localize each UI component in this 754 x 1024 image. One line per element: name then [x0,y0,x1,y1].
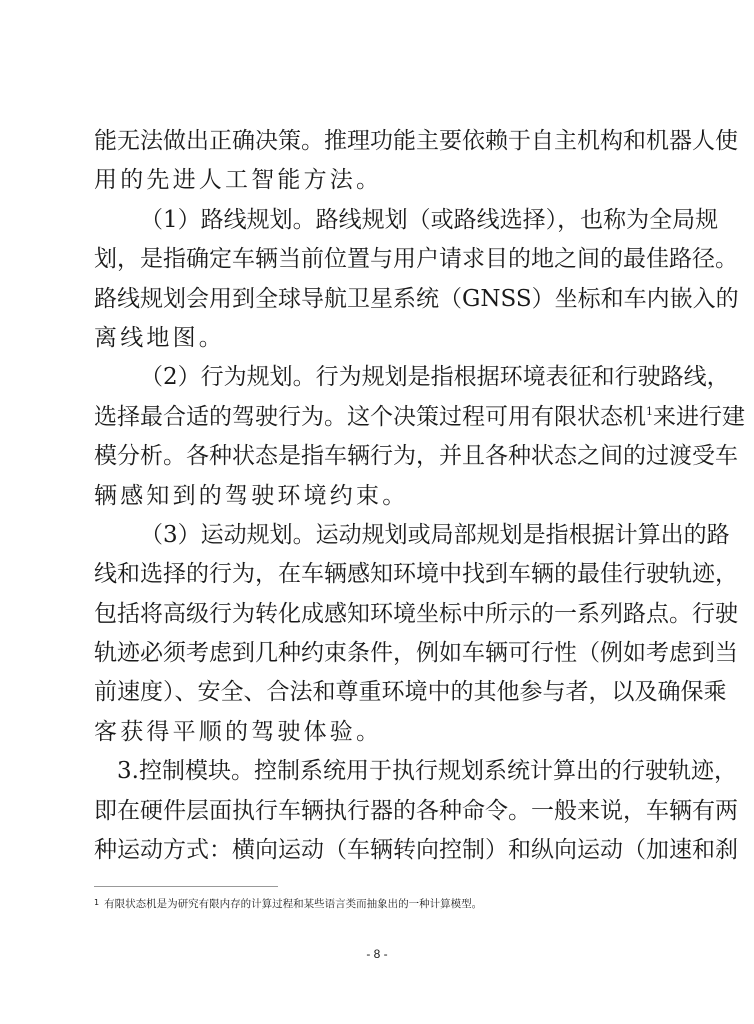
footnote-divider [94,886,278,887]
text-line: 能无法做出正确决策。推理功能主要依赖于自主机构和机器人使 [94,128,738,154]
text-line: 即在硬件层面执行车辆执行器的各种命令。一般来说，车辆有两 [94,797,738,824]
text-line: 种运动方式：横向运动（车辆转向控制）和纵向运动（加速和刹 [94,837,738,864]
footnote [94,896,482,911]
text-line: （2）行为规划。行为规划是指根据环境表征和行驶路线， [140,364,730,391]
text-line: 轨迹必须考虑到几种约束条件，例如车辆可行性（例如考虑到当 [94,640,738,667]
text-segment: 来进行建 [653,403,745,430]
footnote-mark: 1 [94,898,100,907]
text-line: 包括将高级行为转化成感知环境坐标中所示的一系列路点。行驶 [94,600,738,627]
text-line: 划，是指确定车辆当前位置与用户请求目的地之间的最佳路径。 [94,246,738,273]
text-line: 模分析。各种状态是指车辆行为，并且各种状态之间的过渡受车 [94,443,738,470]
text-line: 路线规划会用到全球导航卫星系统（GNSS）坐标和车内嵌入的 [94,285,739,312]
text-line: （3）运动规划。运动规划或局部规划是指根据计算出的路 [140,521,730,548]
text-line [94,398,745,437]
text-line: 辆感知到的驾驶环境约束。 [94,482,409,509]
text-line: 前速度）、安全、合法和尊重环境中的其他参与者，以及确保乘 [94,679,727,706]
text-line: 客获得平顺的驾驶体验。 [94,718,383,745]
text-line: 线和选择的行为，在车辆感知环境中找到车辆的最佳行驶轨迹， [94,561,738,588]
footnote-text: 有限状态机是为研究有限内存的计算过程和某些语言类而抽象出的一种计算模型。 [104,898,483,910]
text-line: （1）路线规划。路线规划（或路线选择），也称为全局规 [140,206,719,233]
page-number: - 8 - [366,947,388,961]
body-text [94,122,745,870]
text-segment: 选择最合适的驾驶行为。这个决策过程可用有限状态机 [94,403,646,430]
text-line: 用的先进人工智能方法。 [94,167,383,194]
text-line: 离线地图。 [94,324,225,351]
text-line: 3.控制模块。控制系统用于执行规划系统计算出的行驶轨迹， [117,758,737,785]
footnote-reference[interactable]: 1 [646,404,653,418]
